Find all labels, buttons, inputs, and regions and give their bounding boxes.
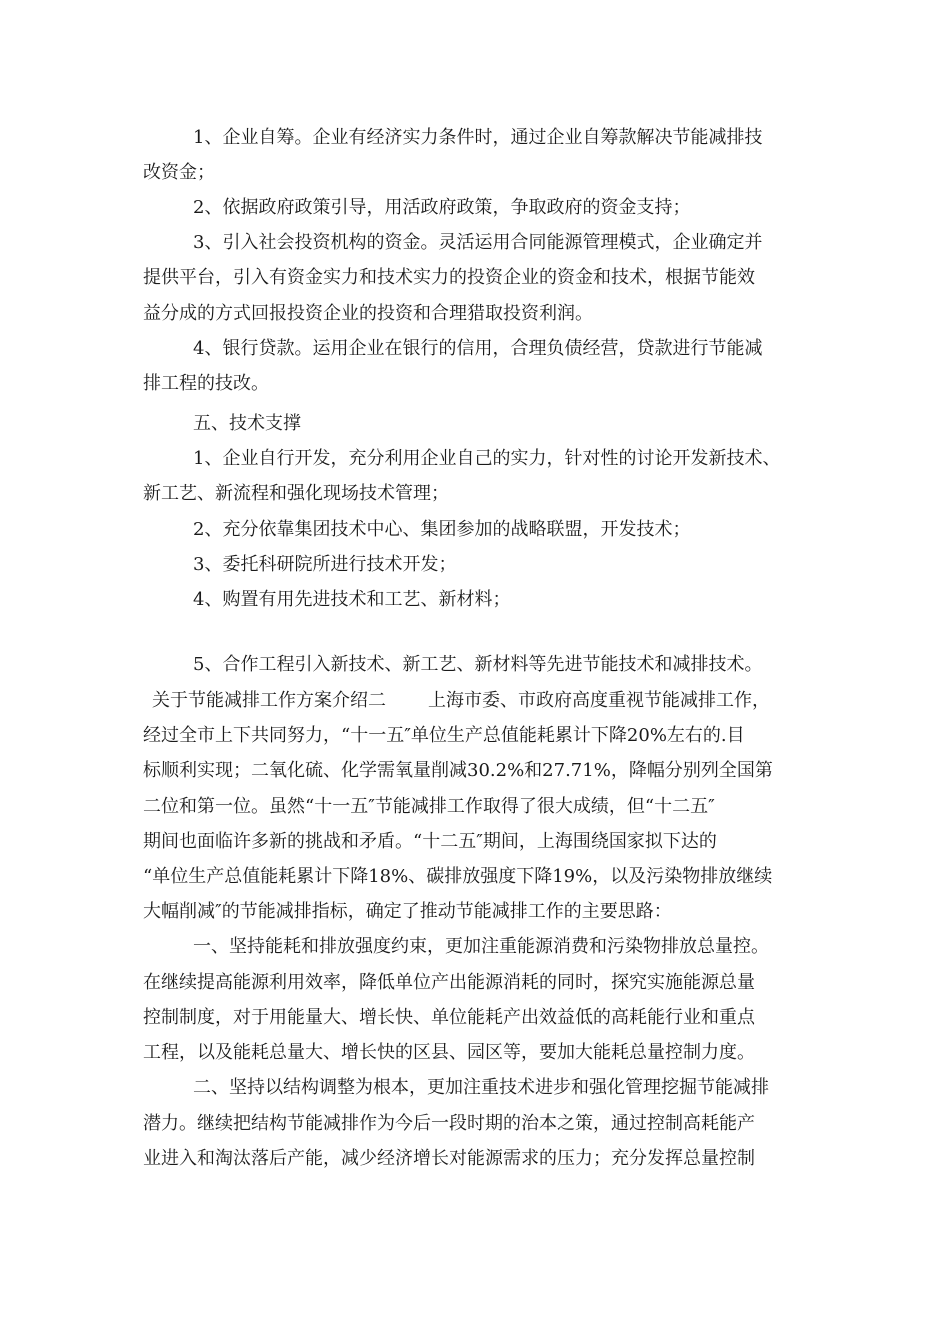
paragraph-line: “单位生产总值能耗累计下降18%、碳排放强度下降19%，以及污染物排放继续 [143, 866, 773, 887]
paragraph-line: 提供平台，引入有资金实力和技术实力的投资企业的资金和技术，根据节能效 [143, 267, 755, 288]
paragraph-line: 潜力。继续把结构节能减排作为今后一段时期的治本之策，通过控制高耗能产 [143, 1113, 755, 1134]
section-heading: 五、技术支撑 [193, 413, 301, 434]
paragraph-line: 3、委托科研院所进行技术开发； [193, 554, 457, 575]
paragraph-line: 1、企业自筹。企业有经济实力条件时，通过企业自筹款解决节能减排技 [193, 127, 763, 148]
paragraph-line: 二位和第一位。虽然“十一五″节能减排工作取得了很大成绩，但“十二五″ [143, 796, 715, 817]
paragraph-line: 益分成的方式回报投资企业的投资和合理猎取投资利润。 [143, 303, 593, 324]
paragraph-line: 大幅削减″的节能减排指标，确定了推动节能减排工作的主要思路： [143, 901, 672, 922]
paragraph-line: 控制制度，对于用能量大、增长快、单位能耗产出效益低的高耗能行业和重点 [143, 1007, 755, 1028]
paragraph-line: 4、银行贷款。运用企业在银行的信用，合理负债经营，贷款进行节能减 [193, 338, 763, 359]
paragraph-line: 业进入和淘汰落后产能，减少经济增长对能源需求的压力；充分发挥总量控制 [143, 1148, 755, 1169]
paragraph-line: 新工艺、新流程和强化现场技术管理； [143, 483, 449, 504]
paragraph-line: 在继续提高能源利用效率，降低单位产出能源消耗的同时，探究实施能源总量 [143, 972, 755, 993]
paragraph-line: 5、合作工程引入新技术、新工艺、新材料等先进节能技术和减排技术。 [193, 654, 763, 675]
paragraph-line: 改资金； [143, 162, 215, 183]
paragraph-line: 期间也面临许多新的挑战和矛盾。“十二五″期间，上海围绕国家拟下达的 [143, 831, 717, 852]
paragraph-text: 上海市委、市政府高度重视节能减排工作， [428, 690, 770, 711]
paragraph-line [152, 688, 812, 714]
paragraph-line: 2、充分依靠集团技术中心、集团参加的战略联盟，开发技术； [193, 519, 691, 540]
paragraph-line: 3、引入社会投资机构的资金。灵活运用合同能源管理模式，企业确定并 [193, 232, 763, 253]
paragraph-line: 标顺利实现；二氧化硫、化学需氧量削减30.2%和27.71%，降幅分别列全国第 [143, 760, 773, 781]
paragraph-line: 2、依据政府政策引导，用活政府政策，争取政府的资金支持； [193, 197, 691, 218]
paragraph-line: 经过全市上下共同努力，“十一五″单位生产总值能耗累计下降20%左右的.目 [143, 725, 745, 746]
paragraph-line: 排工程的技改。 [143, 373, 269, 394]
paragraph-line: 4、购置有用先进技术和工艺、新材料； [193, 589, 511, 610]
paragraph-line: 1、企业自行开发，充分利用企业自己的实力，针对性的讨论开发新技术、 [193, 448, 781, 469]
paragraph-line: 工程，以及能耗总量大、增长快的区县、园区等，要加大能耗总量控制力度。 [143, 1042, 755, 1063]
paragraph-line: 二、坚持以结构调整为根本，更加注重技术进步和强化管理挖掘节能减排 [193, 1077, 769, 1098]
section-title: 关于节能减排工作方案介绍二 [152, 690, 386, 711]
paragraph-line: 一、坚持能耗和排放强度约束，更加注重能源消费和污染物排放总量控。 [193, 936, 769, 957]
